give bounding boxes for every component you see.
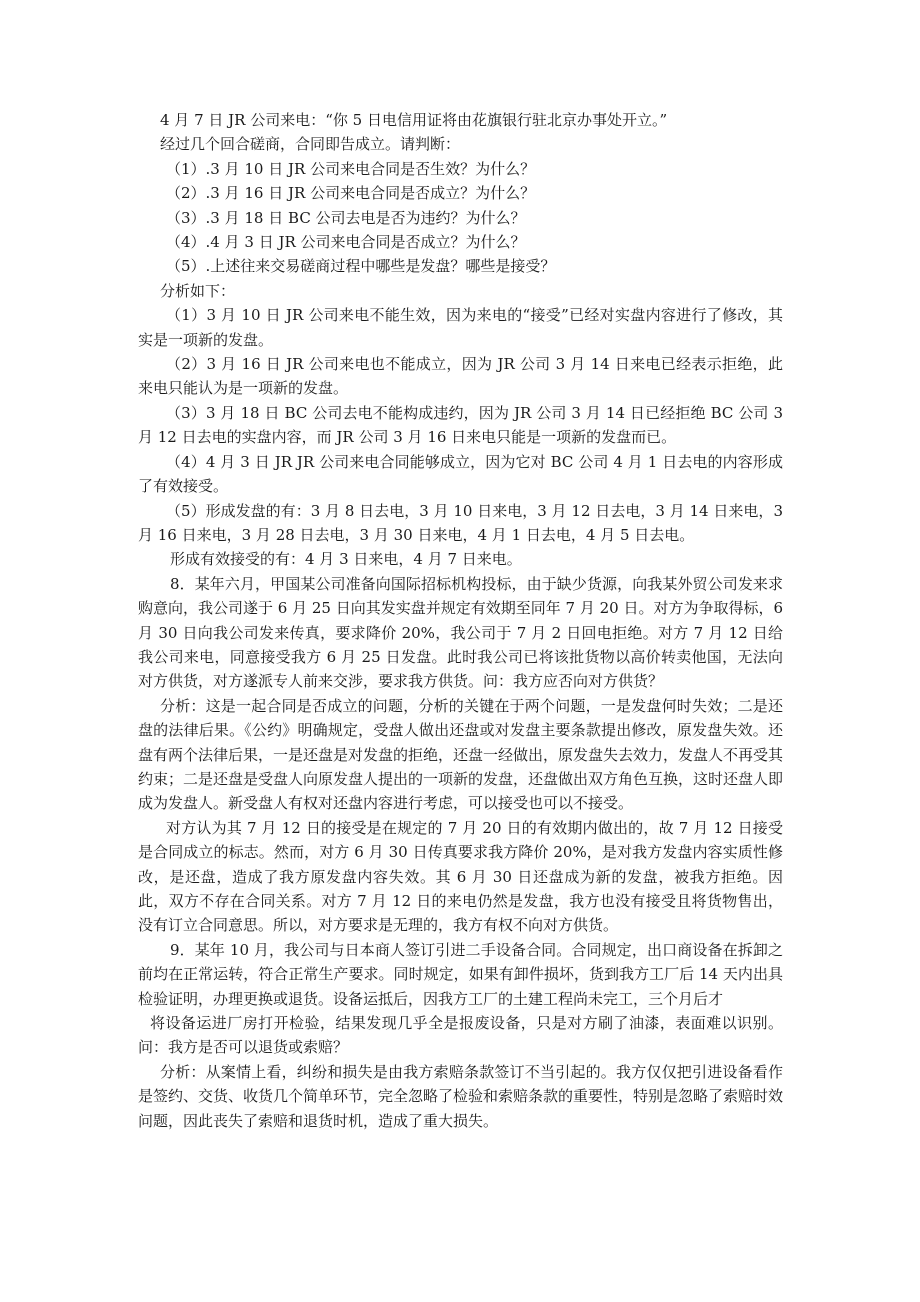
paragraph: 分析如下： (160, 281, 236, 300)
paragraph: （1）3 月 10 日 JR 公司来电不能生效，因为来电的“接受”已经对实盘内容进行了修改，其实是一项新的发盘。 (138, 306, 783, 349)
paragraph: （5）形成发盘的有：3 月 8 日去电，3 月 10 日来电，3 月 12 日去电，3 月 14 日来电，3 月 16 日来电，3 月 28 日去电，3 月 30 日来电，4 月 1 日去电，4 月 5 日去电。 (138, 501, 783, 544)
paragraph: 4 月 7 日 JR 公司来电：“你 5 日电信用证将由花旗银行驻北京办事处开立。” (160, 111, 668, 129)
document-body (138, 108, 783, 1133)
paragraph: （3）.3 月 18 日 BC 公司去电是否为违约？为什么？ (166, 208, 526, 227)
paragraph: 9．某年 10 月，我公司与日本商人签订引进二手设备合同。合同规定，出口商设备在拆卸之前均在正常运转，符合正常生产要求。同时规定，如果有卸件损坏，货到我方工厂后 14 天内出具检验证明，办理更换或退货。设备运抵后，因我方工厂的土建工程尚未完工，三个月后才 (138, 940, 783, 1008)
paragraph: 形成有效接受的有：4 月 3 日来电，4 月 7 日来电。 (170, 550, 522, 569)
paragraph: （2）.3 月 16 日 JR 公司来电合同是否成立？为什么？ (166, 184, 536, 203)
paragraph: （2）3 月 16 日 JR 公司来电也不能成立，因为 JR 公司 3 月 14 日来电已经表示拒绝，此来电只能认为是一项新的发盘。 (138, 355, 783, 398)
paragraph: 分析：从案情上看，纠纷和损失是由我方索赔条款签订不当引起的。我方仅仅把引进设备看作是签约、交货、收货几个简单环节，完全忽略了检验和索赔条款的重要性，特别是忽略了索赔时效问题，因此丧失了索赔和退货时机，造成了重大损失。 (138, 1062, 784, 1130)
paragraph: （4）.4 月 3 日 JR 公司来电合同是否成立？为什么？ (166, 233, 526, 252)
paragraph: （4）4 月 3 日 JR JR 公司来电合同能够成立，因为它对 BC 公司 4 月 1 日去电的内容形成了有效接受。 (138, 452, 783, 496)
paragraph: （1）.3 月 10 日 JR 公司来电合同是否生效？为什么？ (166, 159, 536, 178)
paragraph: 8．某年六月，甲国某公司准备向国际招标机构投标，由于缺少货源，向我某外贸公司发来求购意向，我公司遂于 6 月 25 日向其发实盘并规定有效期至同年 7 月 20 日。对方为争取得标，6 月 30 日向我公司发来传真，要求降价 20%，我公司于 7 月 2 日回电拒绝。对方 7 月 12 日给我公司来电，同意接受我方 6 月 25 日发盘。此时我公司已将该批货物以高价转卖他国，无法向对方供货，对方遂派专人前来交涉，要求我方供货。问：我方应否向对方供货？ (138, 574, 783, 691)
paragraph: 将设备运进厂房打开检验，结果发现几乎全是报废设备，只是对方刷了油漆，表面难以识别。问：我方是否可以退货或索赔？ (138, 1014, 783, 1057)
paragraph: 对方认为其 7 月 12 日的接受是在规定的 7 月 20 日的有效期内做出的，故 7 月 12 日接受是合同成立的标志。然而，对方 6 月 30 日传真要求我方降价 20%，是对我方发盘内容实质性修改，是还盘，造成了我方原发盘内容失效。其 6 月 30 日还盘成为新的发盘，被我方拒绝。因此，双方不存在合同关系。对方 7 月 12 日的来电仍然是发盘，我方也没有接受且将货物售出，没有订立合同意思。所以，对方要求是无理的，我方有权不向对方供货。 (138, 818, 783, 935)
paragraph: 经过几个回合磋商，合同即告成立。请判断： (160, 135, 461, 154)
paragraph: （3）3 月 18 日 BC 公司去电不能构成违约，因为 JR 公司 3 月 14 日已经拒绝 BC 公司 3 月 12 日去电的实盘内容，而 JR 公司 3 月 16 日来电只能是一项新的发盘而已。 (138, 403, 783, 447)
paragraph: （5）.上述往来交易磋商过程中哪些是发盘？哪些是接受？ (166, 257, 556, 276)
paragraph: 分析：这是一起合同是否成立的问题，分析的关键在于两个问题，一是发盘何时失效；二是还盘的法律后果。《公约》明确规定，受盘人做出还盘或对发盘主要条款提出修改，原发盘失效。还盘有两个法律后果，一是还盘是对发盘的拒绝，还盘一经做出，原发盘失去效力，发盘人不再受其约束；二是还盘是受盘人向原发盘人提出的一项新的发盘，还盘做出双方角色互换，这时还盘人即成为发盘人。新受盘人有权对还盘内容进行考虑，可以接受也可以不接受。 (138, 696, 784, 813)
